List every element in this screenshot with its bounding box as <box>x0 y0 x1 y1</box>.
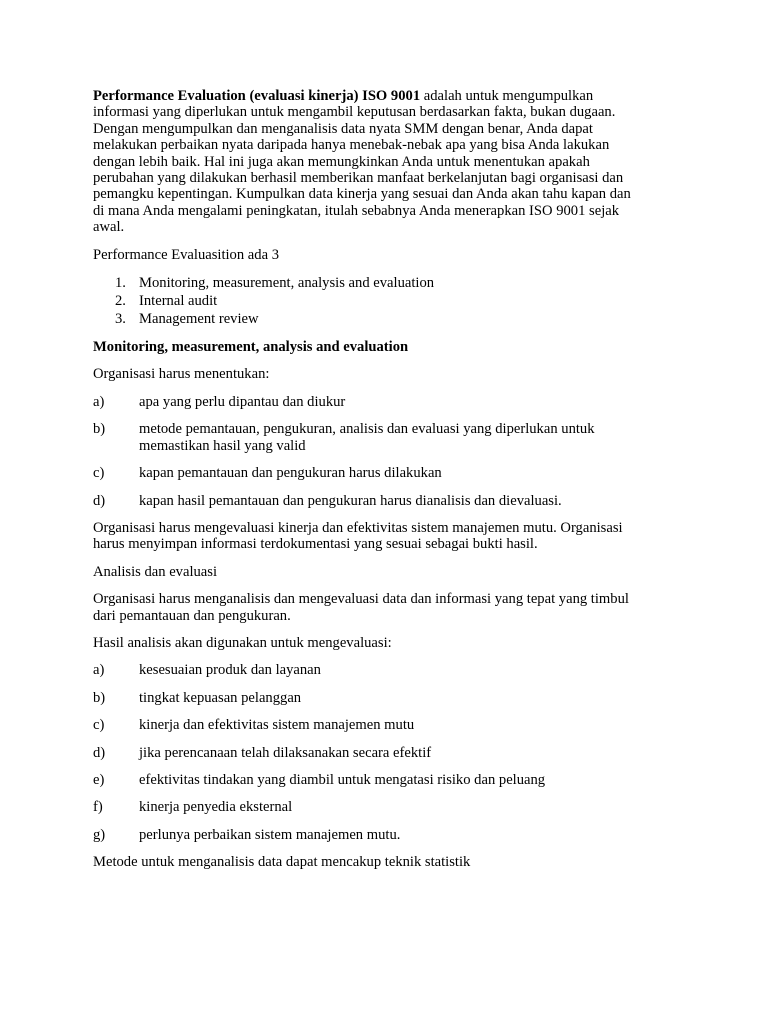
determine-list <box>93 394 683 509</box>
intro-line: di mana Anda mengalami peningkatan, itulah sebabnya Anda menerapkan ISO 9001 sejak <box>93 202 620 219</box>
list-number: 3. <box>115 311 126 328</box>
pe-numbered-list <box>93 274 683 328</box>
list-item-text: Internal audit <box>139 293 218 310</box>
list-item-text: kapan hasil pemantauan dan pengukuran harus dianalisis dan dievaluasi. <box>139 492 562 509</box>
list-item <box>93 465 683 481</box>
intro-line: pemangku kepentingan. Kumpulkan data kinerja yang sesuai dan Anda akan tahu kapan dan <box>93 186 631 203</box>
list-item <box>93 274 683 292</box>
list-marker: a) <box>93 662 105 679</box>
intro-first-line <box>93 88 683 104</box>
list-item-text: kinerja dan efektivitas sistem manajemen mutu <box>139 717 415 734</box>
intro-line: Dengan mengumpulkan dan menganalisis data nyata SMM dengan benar, Anda dapat <box>93 120 593 137</box>
org-must-determine: Organisasi harus menentukan: <box>93 366 270 383</box>
list-item-text: efektivitas tindakan yang diambil untuk mengatasi risiko dan peluang <box>139 771 546 788</box>
list-item-text: tingkat kepuasan pelanggan <box>139 689 302 706</box>
list-marker: a) <box>93 393 105 410</box>
list-item <box>93 690 683 706</box>
list-item <box>93 772 683 788</box>
list-item-text: memastikan hasil yang valid <box>139 437 306 454</box>
list-marker: b) <box>93 689 106 706</box>
list-item <box>93 394 683 410</box>
list-item <box>93 310 683 328</box>
document-content <box>93 88 683 882</box>
list-item-text: metode pemantauan, pengukuran, analisis dan evaluasi yang diperlukan untuk <box>139 421 595 438</box>
evaluate-list <box>93 662 683 843</box>
intro-paragraph <box>93 88 683 236</box>
list-item-text: kapan pemantauan dan pengukuran harus dilakukan <box>139 465 442 482</box>
results-used-line: Hasil analisis akan digunakan untuk mengevaluasi: <box>93 634 392 651</box>
pe-count-line: Performance Evaluasition ada 3 <box>93 246 279 263</box>
list-item <box>93 827 683 843</box>
list-marker: e) <box>93 771 105 788</box>
list-item-text: Monitoring, measurement, analysis and evaluation <box>139 275 435 292</box>
org-evaluate-paragraph <box>93 520 683 553</box>
section-heading: Monitoring, measurement, analysis and evaluation <box>93 339 409 356</box>
list-marker: c) <box>93 717 105 734</box>
list-marker: b) <box>93 421 106 438</box>
list-item-text: jika perencanaan telah dilaksanakan secara efektif <box>139 744 432 761</box>
intro-first-line-rest: adalah untuk mengumpulkan <box>420 88 594 104</box>
intro-line: informasi yang diperlukan untuk mengambil keputusan berdasarkan fakta, bukan dugaan. <box>93 104 616 121</box>
list-item <box>93 745 683 761</box>
analysis-heading: Analisis dan evaluasi <box>93 563 218 580</box>
list-number: 1. <box>115 275 126 292</box>
list-marker: g) <box>93 826 106 843</box>
paragraph-line: Organisasi harus mengevaluasi kinerja dan efektivitas sistem manajemen mutu. Organisasi <box>93 519 623 536</box>
paragraph-line: Organisasi harus menganalisis dan mengevaluasi data dan informasi yang tepat yang timbul <box>93 591 629 608</box>
list-item <box>93 799 683 815</box>
list-item <box>93 493 683 509</box>
list-item-text: perlunya perbaikan sistem manajemen mutu. <box>139 826 401 843</box>
intro-bold-lead: Performance Evaluation (evaluasi kinerja) ISO 9001 <box>93 88 421 104</box>
list-item-text: Management review <box>139 311 259 328</box>
list-item-text: kinerja penyedia eksternal <box>139 799 293 816</box>
list-item-text: apa yang perlu dipantau dan diukur <box>139 393 346 410</box>
intro-line: dengan lebih baik. Hal ini juga akan memungkinkan Anda untuk menentukan apakah <box>93 153 590 170</box>
list-marker: c) <box>93 465 105 482</box>
intro-line: awal. <box>93 219 125 236</box>
paragraph-line: dari pemantauan dan pengukuran. <box>93 607 291 624</box>
list-item <box>93 717 683 733</box>
list-marker: d) <box>93 744 106 761</box>
list-marker: d) <box>93 492 106 509</box>
list-number: 2. <box>115 293 126 310</box>
list-item <box>93 662 683 678</box>
intro-line: perubahan yang dilakukan berhasil memberikan manfaat berkelanjutan bagi organisasi dan <box>93 170 624 187</box>
list-item-text: kesesuaian produk dan layanan <box>139 662 321 679</box>
list-marker: f) <box>93 799 103 816</box>
list-item <box>93 292 683 310</box>
list-item <box>93 421 683 454</box>
org-analyze-paragraph <box>93 591 683 624</box>
closing-line: Metode untuk menganalisis data dapat mencakup teknik statistik <box>93 854 471 871</box>
paragraph-line: harus menyimpan informasi terdokumentasi yang sesuai sebagai bukti hasil. <box>93 536 538 553</box>
intro-line: melakukan perbaikan nyata daripada hanya menebak-nebak apa yang bisa Anda lakukan <box>93 137 610 154</box>
